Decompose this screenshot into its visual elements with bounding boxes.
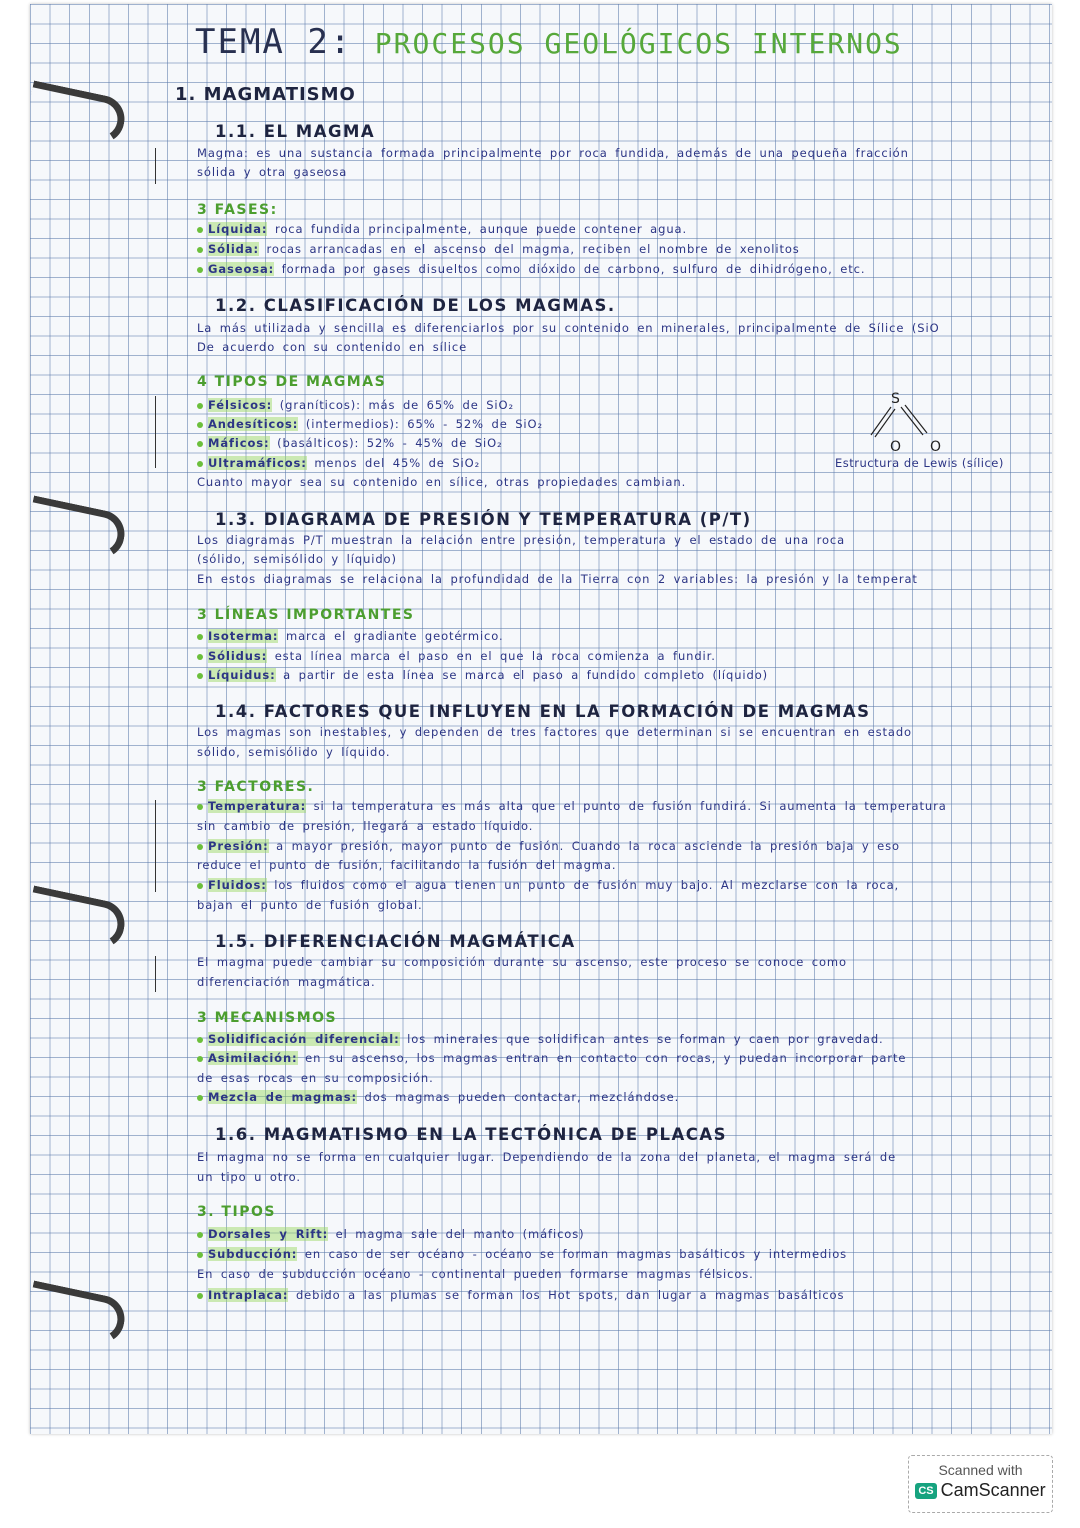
text-line: Los magmas son inestables, y dependen de tres factores que determinan si se encuentran en estado	[197, 725, 912, 739]
sulfur-atom: S	[891, 391, 900, 407]
list-item: Intraplaca: debido a las plumas se forman los Hot spots, dan lugar a magmas basálticos	[197, 1288, 844, 1302]
list-item: Solidificación diferencial: los minerales que solidifican antes se forman y caen por gravedad.	[197, 1032, 884, 1046]
subheading-lineas: 3 LÍNEAS IMPORTANTES	[197, 607, 415, 623]
bracket	[155, 396, 156, 468]
subheading-fases: 3 FASES:	[197, 202, 278, 218]
list-item: Mezcla de magmas: dos magmas pueden contactar, mezclándose.	[197, 1090, 679, 1104]
text-line: En estos diagramas se relaciona la profundidad de la Tierra con 2 variables: la presión y la temperat	[197, 572, 918, 586]
text-line: sólida y otra gaseosa	[197, 165, 348, 179]
text-line: Cuanto mayor sea su contenido en sílice, otras propiedades cambian.	[197, 475, 687, 489]
text-line: (sólido, semisólido y líquido)	[197, 552, 397, 566]
list-item: Fluidos: los fluidos como el agua tienen un punto de fusión muy bajo. Al mezclarse con la roca,	[197, 878, 899, 892]
list-item-continuation: sin cambio de presión, llegará a estado líquido.	[197, 819, 534, 833]
subheading-tipos: 4 TIPOS DE MAGMAS	[197, 374, 387, 390]
list-item: Dorsales y Rift: el magma sale del manto (máficos)	[197, 1227, 585, 1241]
list-item: Ultramáficos: menos del 45% de SiO₂	[197, 456, 480, 470]
list-item: Gaseosa: formada por gases disueltos como dióxido de carbono, sulfuro de dihidrógeno, etc.	[197, 262, 865, 276]
text-line: El magma no se forma en cualquier lugar. Dependiendo de la zona del planeta, el magma será de	[197, 1150, 897, 1164]
list-item: Presión: a mayor presión, mayor punto de fusión. Cuando la roca asciende la presión baja y eso	[197, 839, 900, 853]
heading-1-1: 1.1. EL MAGMA	[215, 122, 376, 141]
oxygen-atom: O	[890, 439, 902, 455]
list-item: Líquidus: a partir de esta línea se marca el paso a fundido completo (líquido)	[197, 668, 768, 682]
list-item: Temperatura: si la temperatura es más alta que el punto de fusión fundirá. Si aumenta la temperatura	[197, 799, 947, 813]
text-line: De acuerdo con su contenido en sílice	[197, 340, 468, 354]
list-item: Líquida: roca fundida principalmente, aunque puede contener agua.	[197, 222, 687, 236]
list-item: Sólidus: esta línea marca el paso en el que la roca comienza a fundir.	[197, 649, 716, 663]
bracket	[155, 956, 156, 992]
text-line: un tipo u otro.	[197, 1170, 301, 1184]
heading-1-2: 1.2. CLASIFICACIÓN DE LOS MAGMAS.	[215, 296, 616, 315]
list-item: Isoterma: marca el gradiante geotérmico.	[197, 629, 504, 643]
bracket	[155, 800, 156, 892]
oxygen-atom: O	[930, 439, 942, 455]
list-item: Máficos: (basálticos): 52% - 45% de SiO₂	[197, 436, 503, 450]
heading-1-6: 1.6. MAGMATISMO EN LA TECTÓNICA DE PLACAS	[215, 1125, 728, 1144]
heading-1-3: 1.3. DIAGRAMA DE PRESIÓN Y TEMPERATURA (P/T)	[215, 510, 752, 529]
heading-1-4: 1.4. FACTORES QUE INFLUYEN EN LA FORMACIÓN DE MAGMAS	[215, 702, 871, 721]
list-item: Sólida: rocas arrancadas en el ascenso del magma, reciben el nombre de xenolitos	[197, 242, 800, 256]
subheading-factores: 3 FACTORES.	[197, 779, 315, 795]
section-heading: 1. MAGMATISMO	[175, 84, 356, 105]
text-line: Los diagramas P/T muestran la relación entre presión, temperatura y el estado de una roca	[197, 533, 846, 547]
list-item-continuation: bajan el punto de fusión global.	[197, 898, 423, 912]
page-title: TEMA 2: PROCESOS GEOLÓGICOS INTERNOS	[195, 22, 903, 62]
text-line: La más utilizada y sencilla es diferenciarlos por su contenido en minerales, principalmente de Sílice (SiO	[197, 321, 940, 335]
lewis-caption: Estructura de Lewis (sílice)	[835, 456, 1004, 470]
heading-1-5: 1.5. DIFERENCIACIÓN MAGMÁTICA	[215, 932, 576, 951]
text-line: sólido, semisólido y líquido.	[197, 745, 391, 759]
text-line: Magma: es una sustancia formada principalmente por roca fundida, además de una pequeña fracción	[197, 146, 909, 160]
list-item: Andesíticos: (intermedios): 65% - 52% de SiO₂	[197, 417, 543, 431]
list-item: Asimilación: en su ascenso, los magmas entran en contacto con rocas, y puedan incorporar parte	[197, 1051, 906, 1065]
subheading-mecanismos: 3 MECANISMOS	[197, 1010, 338, 1026]
text-line: El magma puede cambiar su composición durante su ascenso, este proceso se conoce como	[197, 955, 847, 969]
camscanner-watermark: Scanned with CS CamScanner	[908, 1455, 1053, 1513]
subheading-tipos-placas: 3. TIPOS	[197, 1204, 276, 1220]
list-item: Félsicos: (graníticos): más de 65% de SiO₂	[197, 398, 514, 412]
list-item: Subducción: en caso de ser océano - océano se forman magmas basálticos y intermedios	[197, 1247, 847, 1261]
list-item-continuation: de esas rocas en su composición.	[197, 1071, 434, 1085]
camscanner-logo-icon: CS	[915, 1483, 936, 1499]
list-item-continuation: En caso de subducción océano - continental pueden formarse magmas félsicos.	[197, 1267, 754, 1281]
list-item-continuation: reduce el punto de fusión, facilitando la fusión del magma.	[197, 858, 617, 872]
text-line: diferenciación magmática.	[197, 975, 376, 989]
bracket	[155, 148, 156, 184]
